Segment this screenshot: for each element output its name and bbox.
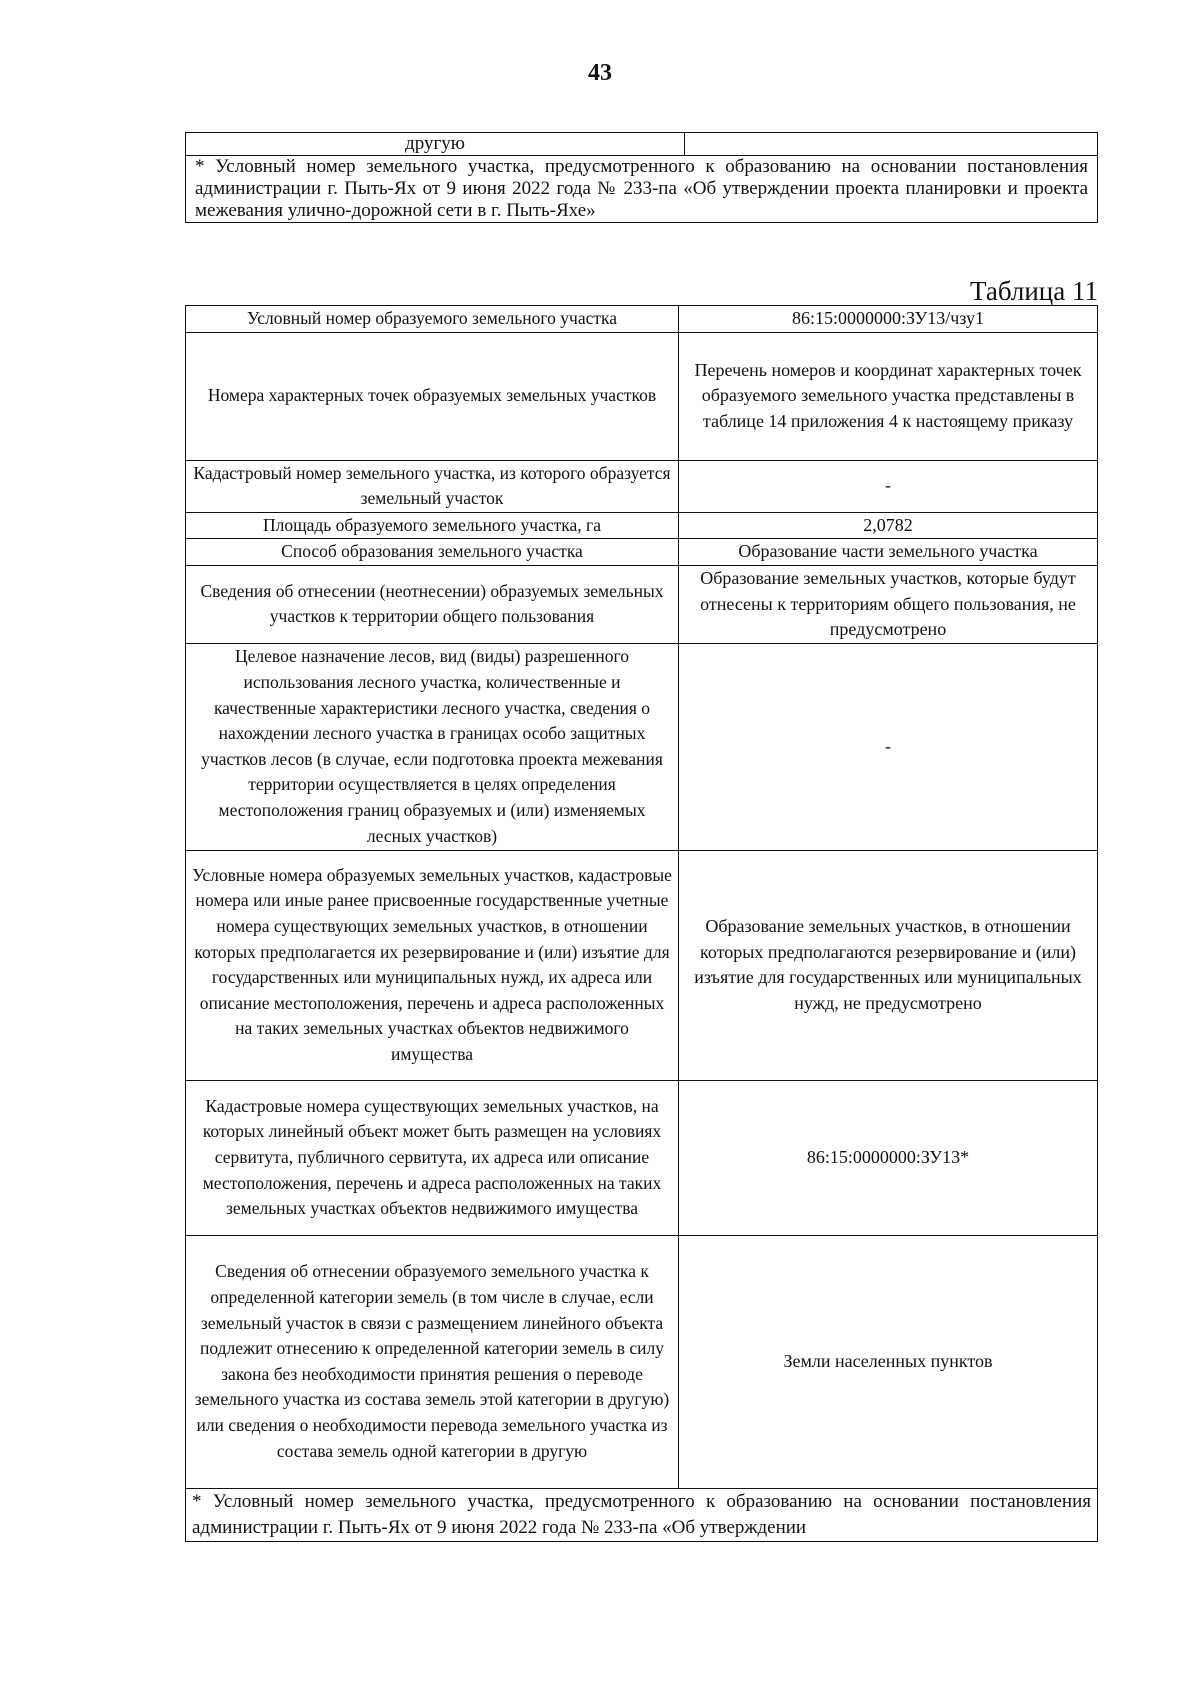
row-label: Целевое назначение лесов, вид (виды) разрешенного использования лесного участка, количественные и качественные характеристики лесного участка, сведения о нахождении лесного участка в границах особо защитных участков лесов (в случае, если подготовка проекта межевания территории осуществляется в целях определения местоположения границ образуемых и (или) изменяемых лесных участков) bbox=[186, 643, 679, 850]
row-label: Номера характерных точек образуемых земельных участков bbox=[186, 332, 679, 460]
row-label: Способ образования земельного участка bbox=[186, 539, 679, 566]
row-value: Перечень номеров и координат характерных точек образуемого земельного участка представлены в таблице 14 приложения 4 к настоящему приказу bbox=[679, 332, 1098, 460]
row-label: Сведения об отнесении образуемого земельного участка к определенной категории земель (в том числе в случае, если земельный участок в связи с размещением линейного объекта подлежит отнесению к определенной категории земель в силу закона без необходимости принятия решения о переводе земельного участка из состава земель этой категории в другую) или сведения о необходимости перевода земельного участка из состава земель одной категории в другую bbox=[186, 1235, 679, 1488]
land-plot-table bbox=[185, 305, 1098, 1542]
page-number: 43 bbox=[588, 60, 612, 86]
table-cell-label: другую bbox=[186, 133, 685, 156]
table-row bbox=[186, 460, 1098, 512]
row-label: Площадь образуемого земельного участка, га bbox=[186, 512, 679, 539]
row-label: Условные номера образуемых земельных участков, кадастровые номера или иные ранее присвоенные государственные учетные номера существующих земельных участков, в отношении которых предполагается их резервирование и (или) изъятие для государственных или муниципальных нужд, их адреса или описание местоположения, перечень и адреса расположенных на таких земельных участках объектов недвижимого имущества bbox=[186, 850, 679, 1080]
row-label: Кадастровый номер земельного участка, из которого образуется земельный участок bbox=[186, 460, 679, 512]
footnote-row bbox=[186, 1488, 1098, 1541]
row-value: Образование земельных участков, которые будут отнесены к территориям общего пользования, не предусмотрено bbox=[679, 565, 1098, 643]
table-row bbox=[186, 1235, 1098, 1488]
table-row bbox=[186, 306, 1098, 333]
row-value: - bbox=[679, 643, 1098, 850]
continued-table bbox=[185, 132, 1098, 223]
footnote: * Условный номер земельного участка, предусмотренного к образованию на основании постановления администрации г. Пыть-Ях от 9 июня 2022 года № 233-па «Об утверждении bbox=[186, 1488, 1098, 1541]
table-row bbox=[186, 850, 1098, 1080]
row-label: Сведения об отнесении (неотнесении) образуемых земельных участков к территории общего пользования bbox=[186, 565, 679, 643]
row-label: Кадастровые номера существующих земельных участков, на которых линейный объект может быть размещен на условиях сервитута, публичного сервитута, их адреса или описание местоположения, перечень и адреса расположенных на таких земельных участках объектов недвижимого имущества bbox=[186, 1080, 679, 1235]
row-value: 86:15:0000000:ЗУ13/чзу1 bbox=[679, 306, 1098, 333]
table-row bbox=[186, 539, 1098, 566]
table-row bbox=[186, 565, 1098, 643]
footnote: * Условный номер земельного участка, предусмотренного к образованию на основании постановления администрации г. Пыть-Ях от 9 июня 2022 года № 233-па «Об утверждении проекта планировки и проекта межевания улично-дорожной сети в г. Пыть-Яхе» bbox=[186, 156, 1098, 223]
table-row bbox=[186, 332, 1098, 460]
row-value: 2,0782 bbox=[679, 512, 1098, 539]
row-value: 86:15:0000000:ЗУ13* bbox=[679, 1080, 1098, 1235]
footnote-row bbox=[186, 156, 1098, 223]
table-row bbox=[186, 1080, 1098, 1235]
row-value: - bbox=[679, 460, 1098, 512]
table-row bbox=[186, 512, 1098, 539]
row-value: Образование части земельного участка bbox=[679, 539, 1098, 566]
row-value: Образование земельных участков, в отношении которых предполагаются резервирование и (или) изъятие для государственных или муниципальных нужд, не предусмотрено bbox=[679, 850, 1098, 1080]
table-row bbox=[186, 133, 1098, 156]
table-row bbox=[186, 643, 1098, 850]
row-label: Условный номер образуемого земельного участка bbox=[186, 306, 679, 333]
table-cell-value bbox=[685, 133, 1098, 156]
table-caption: Таблица 11 bbox=[970, 276, 1098, 306]
row-value: Земли населенных пунктов bbox=[679, 1235, 1098, 1488]
